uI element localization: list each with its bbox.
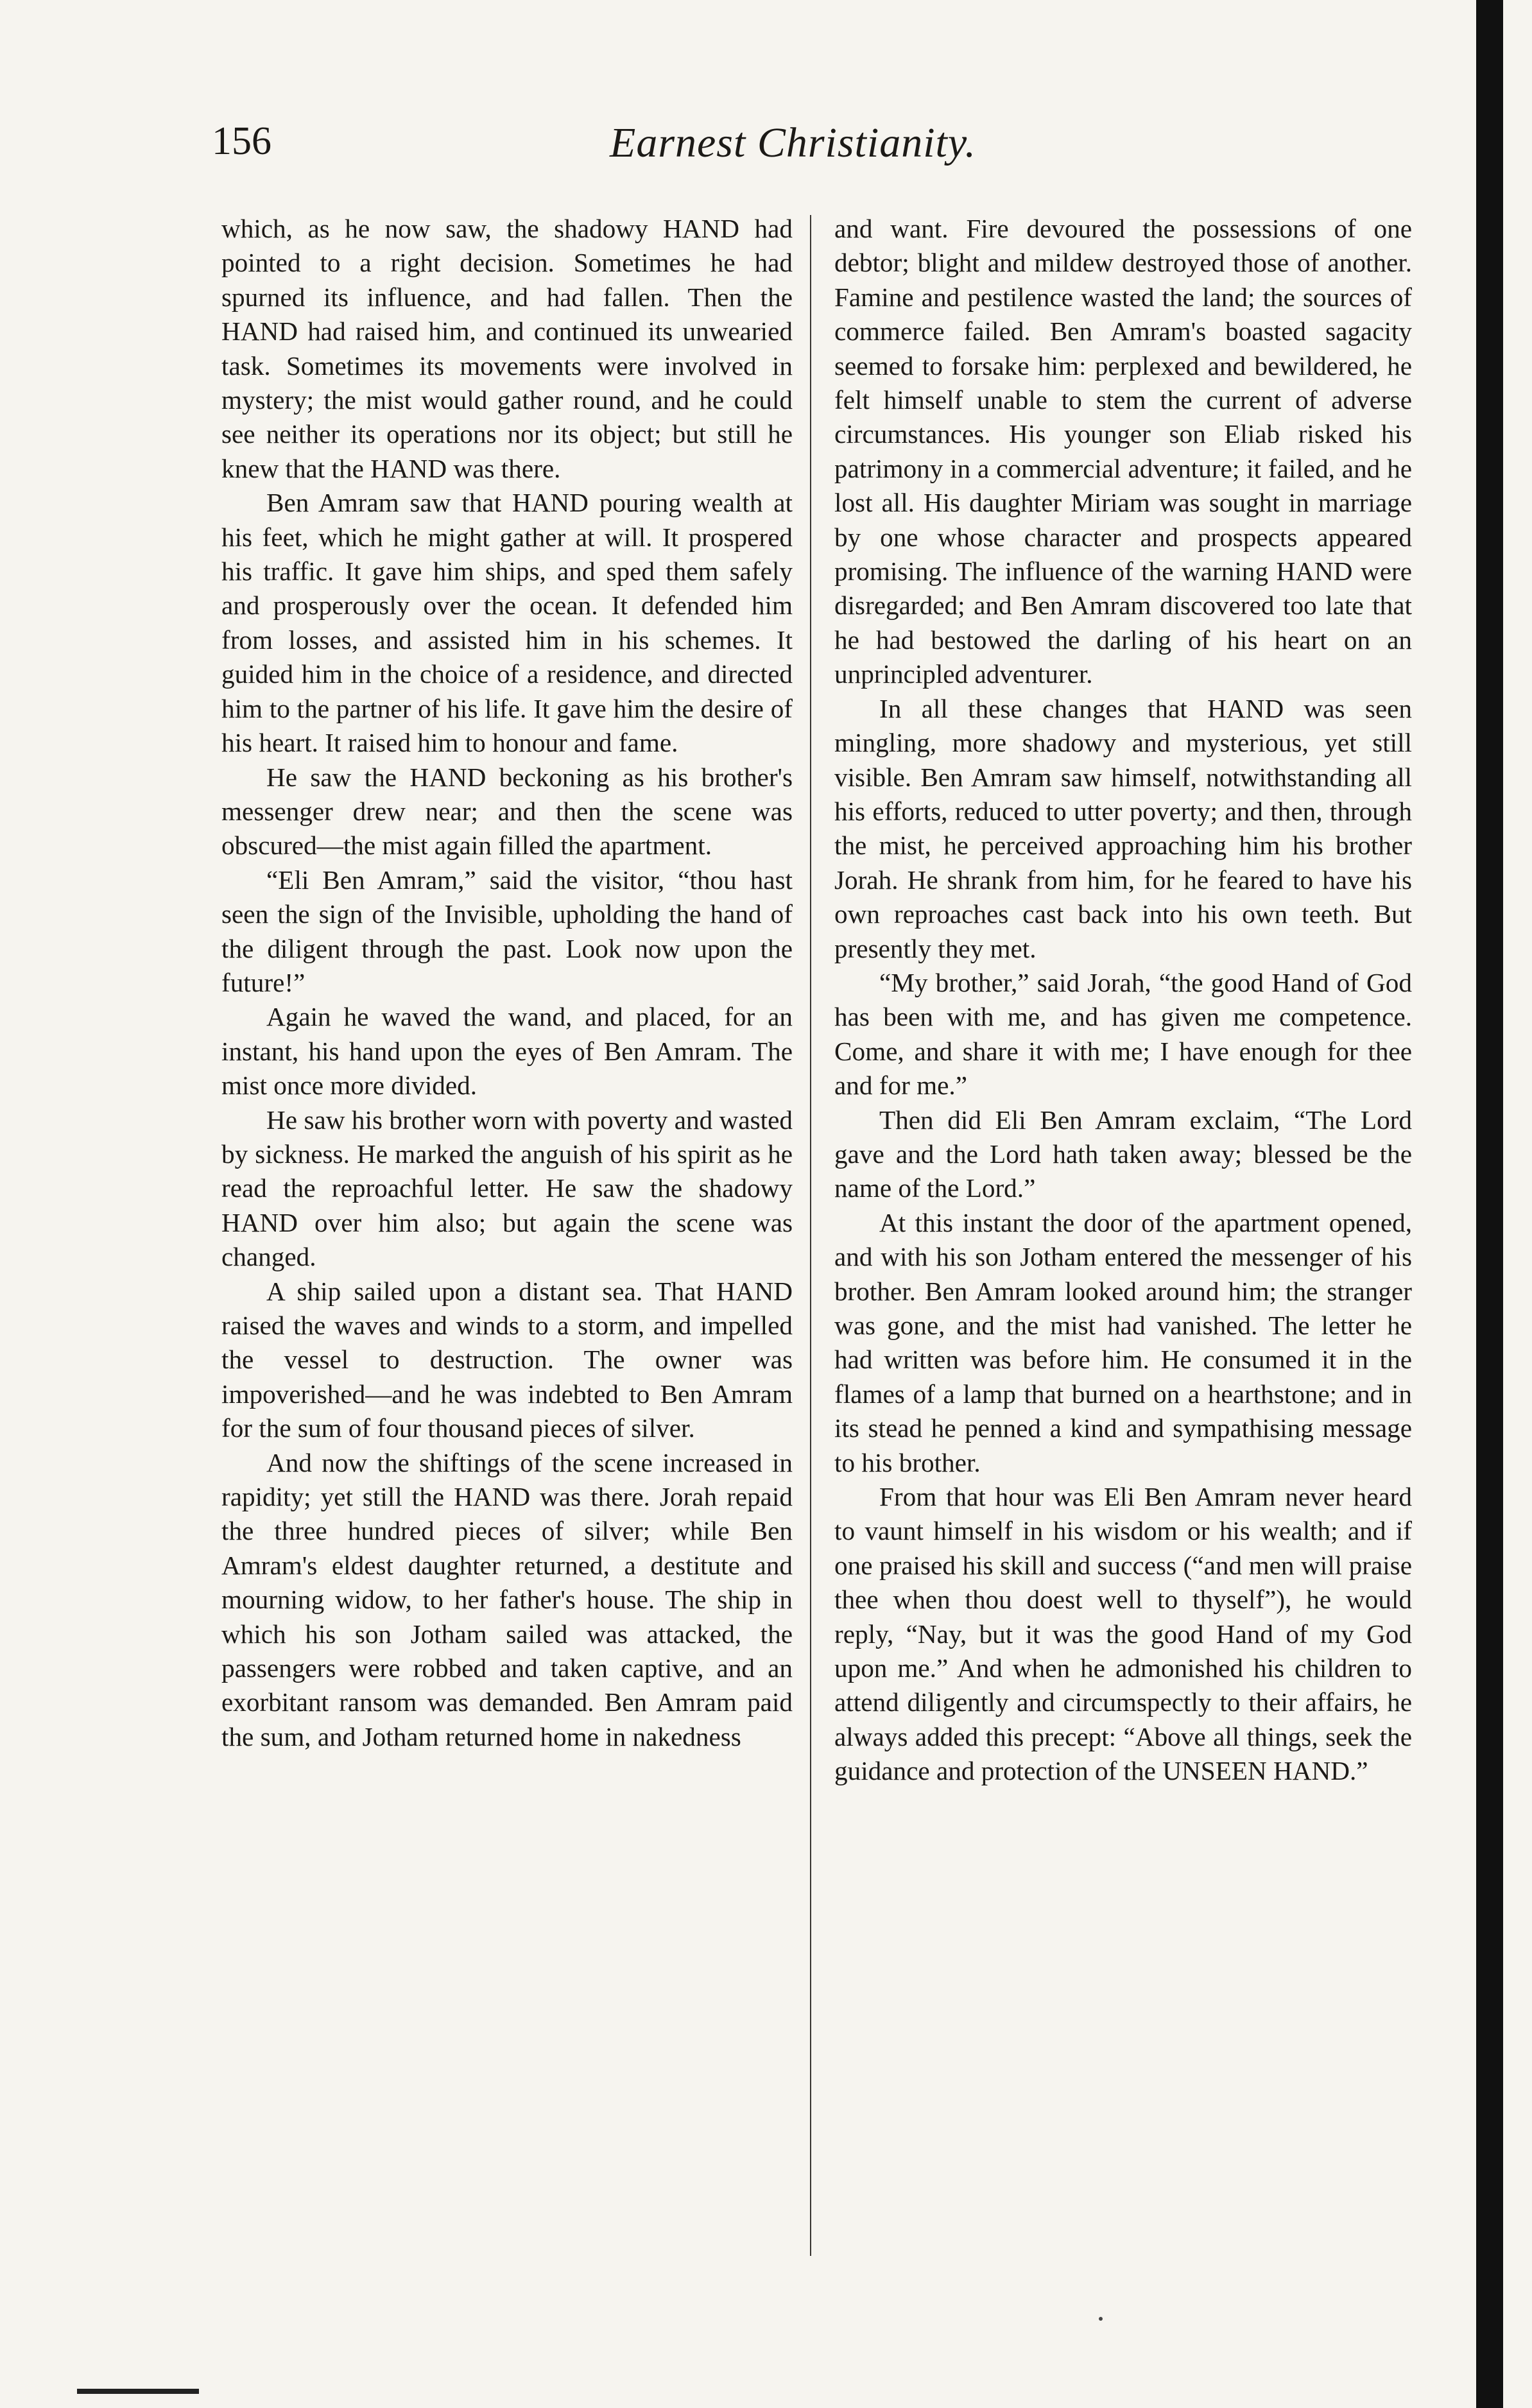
page-edge-shadow bbox=[1476, 0, 1503, 2408]
paragraph: Ben Amram saw that HAND pouring wealth at his feet, which he might gather at will. It prospered his traffic. It gave him ships, and sped them safely and prosperously over the ocean. It defended him from losses, and assisted him in his schemes. It guided him in the choice of a residence, and directed him to the partner of his life. It gave him the desire of his heart. It raised him to honour and fame. bbox=[221, 488, 793, 758]
page-number: 156 bbox=[212, 119, 271, 163]
paragraph: From that hour was Eli Ben Amram never heard to vaunt himself in his wisdom or his wealth; and if one praised his skill and success (“and men will praise thee when thou doest well to thyself”), he would reply, “Nay, but it was the good Hand of my God upon me.” And when he admonished his children to attend diligently and circumspectly to their affairs, he always added this precept: “Above all things, seek the guidance and protection of the UNSEEN HAND.” bbox=[834, 1482, 1412, 1786]
page-header bbox=[212, 119, 1162, 189]
paragraph: He saw his brother worn with poverty and wasted by sickness. He marked the anguish of his spirit as he read the reproachful letter. He saw the shadowy HAND over him also; but again the scene was changed. bbox=[221, 1105, 793, 1272]
paragraph: A ship sailed upon a distant sea. That HAND raised the waves and winds to a storm, and impelled the vessel to destruction. The owner was impoverished—and he was indebted to Ben Amram for the sum of four thousand pieces of silver. bbox=[221, 1276, 793, 1443]
paragraph: And now the shiftings of the scene increased in rapidity; yet still the HAND was there. Jorah repaid the three hundred pieces of silver; while Ben Amram's eldest daughter returned, a destitute and mourning widow, to her father's house. The ship in which his son Jotham sailed was attacked, the passengers were robbed and taken captive, and an exorbitant ransom was demanded. Ben Amram paid the sum, and Jotham returned home in nakedness bbox=[221, 1447, 793, 1751]
paragraph: “Eli Ben Amram,” said the visitor, “thou hast seen the sign of the Invisible, upholding the hand of the diligent through the past. Look now upon the future!” bbox=[221, 864, 793, 997]
paragraph: Then did Eli Ben Amram exclaim, “The Lord gave and the Lord hath taken away; blessed be the name of the Lord.” bbox=[834, 1105, 1412, 1203]
paragraph: which, as he now saw, the shadowy HAND had pointed to a right decision. Sometimes he had spurned its influence, and had fallen. Then the HAND had raised him, and continued its unwearied task. Sometimes its movements were involved in mystery; the mist would gather round, and he could see neither its operations nor its object; but still he knew that the HAND was there. bbox=[221, 214, 793, 483]
paragraph: Again he waved the wand, and placed, for an instant, his hand upon the eyes of Ben Amram. The mist once more divided. bbox=[221, 1002, 793, 1101]
paragraph: In all these changes that HAND was seen mingling, more shadowy and mysterious, yet still visible. Ben Amram saw himself, notwithstanding all his efforts, reduced to utter poverty; and then, through the mist, he perceived approaching him his brother Jorah. He shrank from him, for he feared to have his own reproaches cast back into his own teeth. But presently they met. bbox=[834, 693, 1412, 963]
running-title: Earnest Christianity. bbox=[610, 119, 977, 166]
paragraph: At this instant the door of the apartment opened, and with his son Jotham entered the messenger of his brother. Ben Amram looked around him; the stranger was gone, and the mist had vanished. The letter he had written was before him. He consumed it in the flames of a lamp that burned on a hearthstone; and in its stead he penned a kind and sympathising message to his brother. bbox=[834, 1207, 1412, 1477]
left-column bbox=[221, 212, 793, 1754]
bottom-edge-mark bbox=[77, 2389, 199, 2394]
right-column bbox=[834, 212, 1412, 1789]
print-speck bbox=[1099, 2317, 1103, 2321]
column-divider bbox=[810, 215, 811, 2256]
paragraph: and want. Fire devoured the possessions of one debtor; blight and mildew destroyed those of another. Famine and pestilence wasted the land; the sources of commerce failed. Ben Amram's boasted sagacity seemed to forsake him: perplexed and bewildered, he felt himself unable to stem the current of adverse circumstances. His younger son Eliab risked his patrimony in a commercial adventure; it failed, and he lost all. His daughter Miriam was sought in marriage by one whose character and prospects appeared promising. The influence of the warning HAND were disregarded; and Ben Amram discovered too late that he had bestowed the darling of his heart on an unprincipled adventurer. bbox=[834, 214, 1412, 689]
paragraph: He saw the HAND beckoning as his brother's messenger drew near; and then the scene was obscured—the mist again filled the apartment. bbox=[221, 762, 793, 861]
paragraph: “My brother,” said Jorah, “the good Hand of God has been with me, and has given me competence. Come, and share it with me; I have enough for thee and for me.” bbox=[834, 967, 1412, 1101]
